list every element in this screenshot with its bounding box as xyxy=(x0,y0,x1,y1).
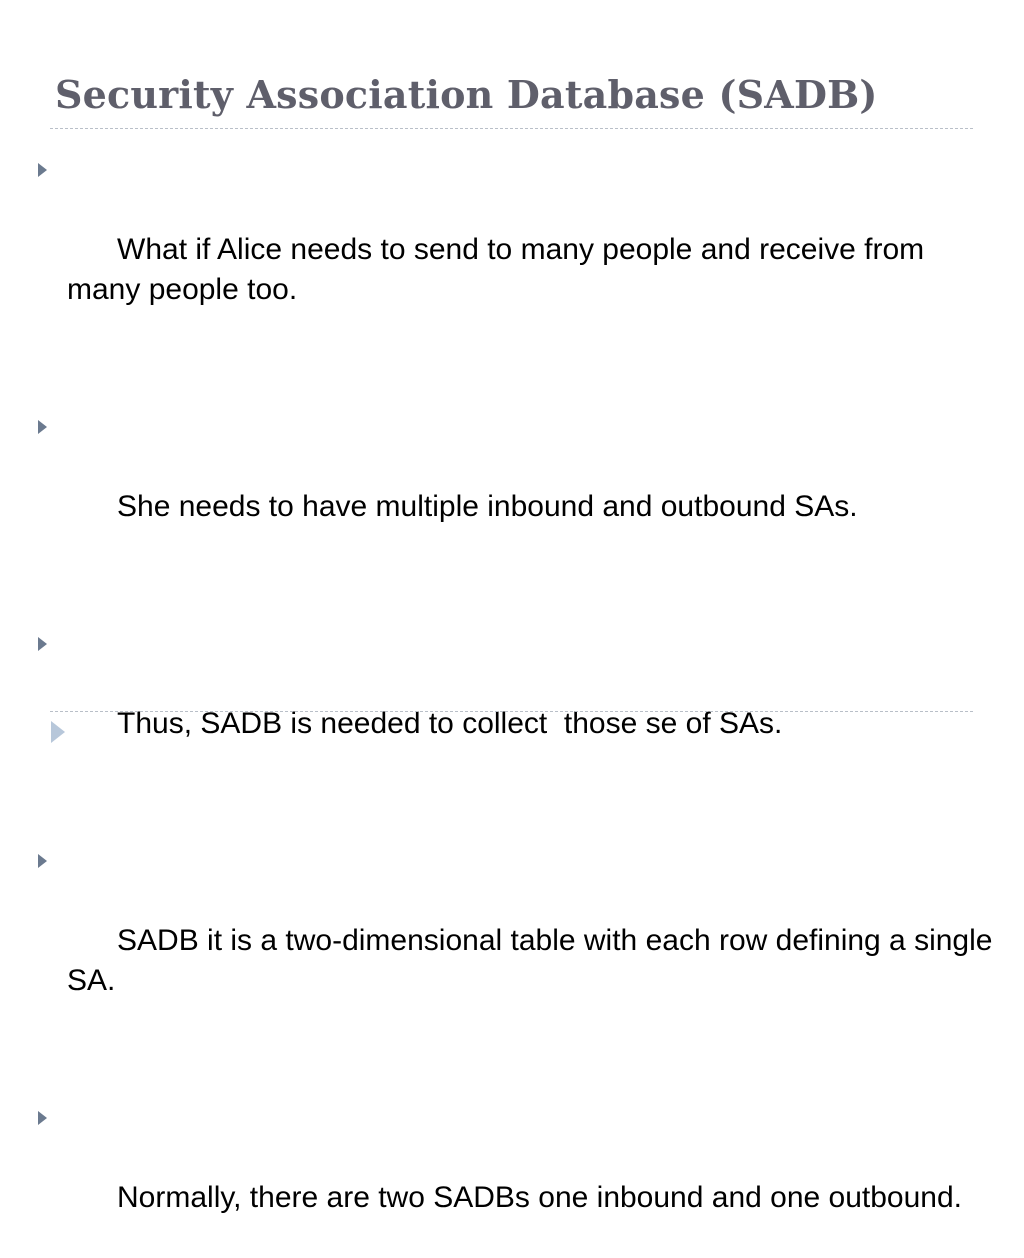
bullet-item xyxy=(35,841,1001,1041)
bullet-text: She needs to have multiple inbound and outbound SAs. xyxy=(117,490,858,523)
slide-title: Security Association Database (SADB) xyxy=(55,72,878,117)
bullet-list xyxy=(35,150,1001,1258)
bullet-triangle-icon xyxy=(38,163,47,177)
bullet-item xyxy=(35,1098,995,1258)
bullet-item xyxy=(35,407,995,567)
bullet-item xyxy=(35,150,995,350)
bullet-text: Normally, there are two SADBs one inbound and one outbound. xyxy=(117,1181,962,1214)
bullet-triangle-icon xyxy=(38,420,47,434)
play-arrow-icon[interactable] xyxy=(51,721,65,743)
footer-divider xyxy=(50,711,973,712)
bullet-triangle-icon xyxy=(38,637,47,651)
bullet-text: SADB it is a two-dimensional table with each row defining a single SA. xyxy=(67,924,1001,997)
bullet-text: Thus, SADB is needed to collect those se of SAs. xyxy=(117,707,783,740)
bullet-text: What if Alice needs to send to many people and receive from many people too. xyxy=(67,233,933,306)
bullet-triangle-icon xyxy=(38,854,47,868)
title-divider xyxy=(50,128,973,129)
bullet-triangle-icon xyxy=(38,1111,47,1125)
bullet-item xyxy=(35,624,995,784)
